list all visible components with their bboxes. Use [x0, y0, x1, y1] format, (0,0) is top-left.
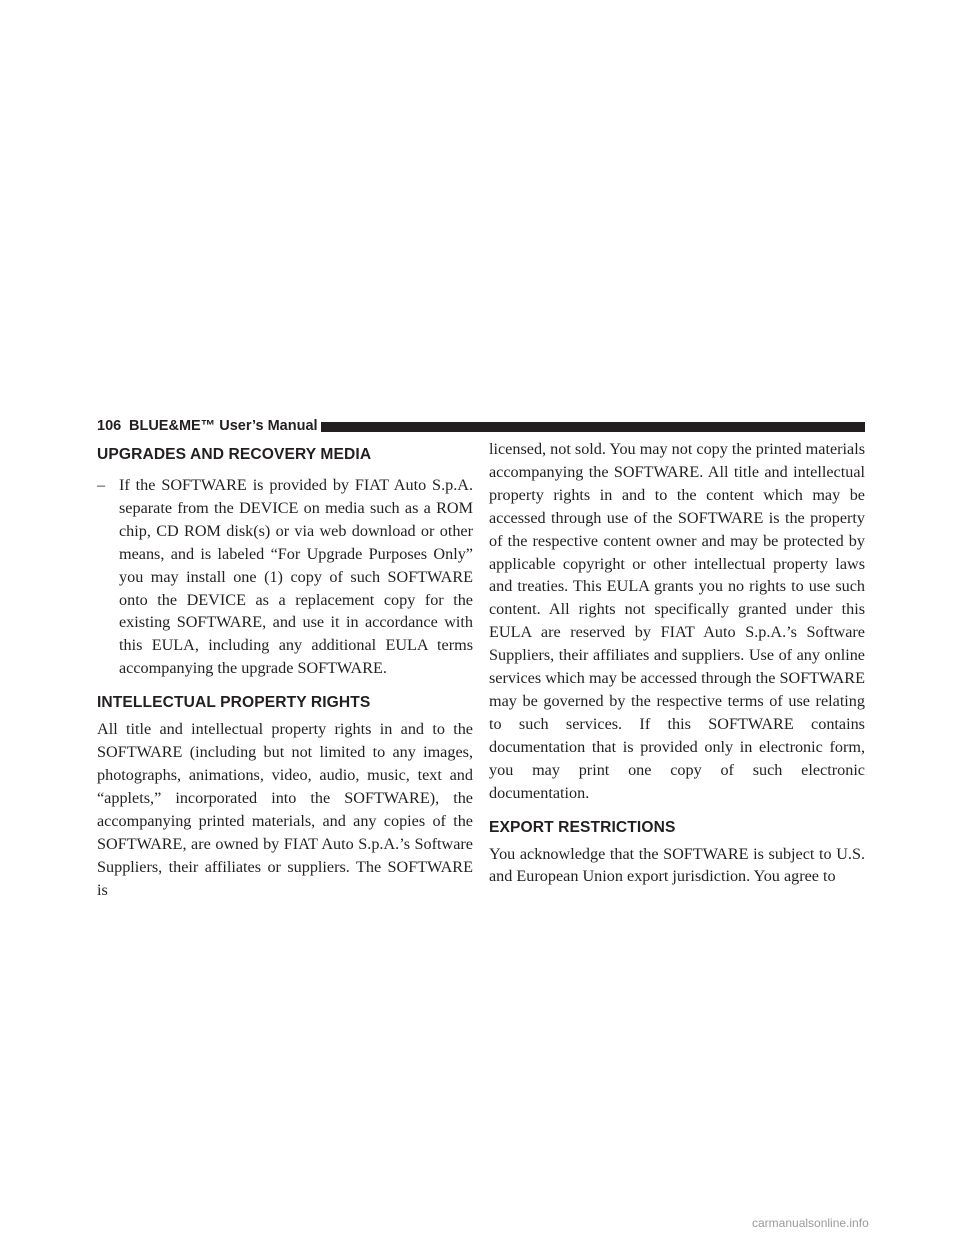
ip-rights-paragraph-right: licensed, not sold. You may not copy the printed materials accompanying the SOFTWARE. All title and intellectual property rights in and to the content which may be accessed through use of the SOFTWARE is the property of the respective content owner and may be protected by applicable copyright or other intellectual property laws and treaties. This EULA grants you no rights to use such content. All rights not specifically granted under this EULA are reserved by FIAT Auto S.p.A.’s Software Suppliers, their affiliates and suppliers. Use of any online services which may be accessed through the SOFTWARE may be governed by the respective terms of use relating to such services. If this SOFTWARE contains documentation that is provided only in electronic form, you may print one copy of such electronic documentation. — [489, 440, 865, 802]
export-paragraph: You acknowledge that the SOFTWARE is subject to U.S. and European Union export jurisdiction. You agree to — [489, 844, 865, 886]
upgrades-bullet — [97, 474, 473, 680]
ip-rights-heading: INTELLECTUAL PROPERTY RIGHTS — [97, 694, 371, 712]
upgrades-bullet-text: If the SOFTWARE is provided by FIAT Auto S.p.A. separate from the DEVICE on media such as a ROM chip, CD ROM disk(s) or via web download or other means, and is labeled “For Upgrade Purposes Only” you may install one (1) copy of such SOFTWARE onto the DEVICE as a replacement copy for the existing SOFTWARE, and use it in accordance with this EULA, including any additional EULA terms accompanying the upgrade SOFTWARE. — [119, 476, 473, 678]
header-rule — [321, 422, 865, 432]
upgrades-heading: UPGRADES AND RECOVERY MEDIA — [97, 446, 372, 463]
page-header — [97, 416, 865, 436]
bullet-dash: – — [97, 476, 106, 494]
page-number: 106 — [97, 418, 122, 434]
footer-watermark: carmanualsonline.info — [752, 1216, 869, 1230]
right-column — [489, 438, 865, 888]
ip-rights-paragraph-left: All title and intellectual property rights in and to the SOFTWARE (including but not limited to any images, photographs, animations, video, audio, music, text and “applets,” incorporated into the SOFTWARE), the accompanying printed materials, and any copies of the SOFTWARE, are owned by FIAT Auto S.p.A.’s Software Suppliers, their affiliates or suppliers. The SOFTWARE is — [97, 720, 473, 899]
left-column — [97, 438, 473, 901]
manual-title: BLUE&ME™ User’s Manual — [129, 418, 318, 434]
export-heading: EXPORT RESTRICTIONS — [489, 818, 676, 836]
